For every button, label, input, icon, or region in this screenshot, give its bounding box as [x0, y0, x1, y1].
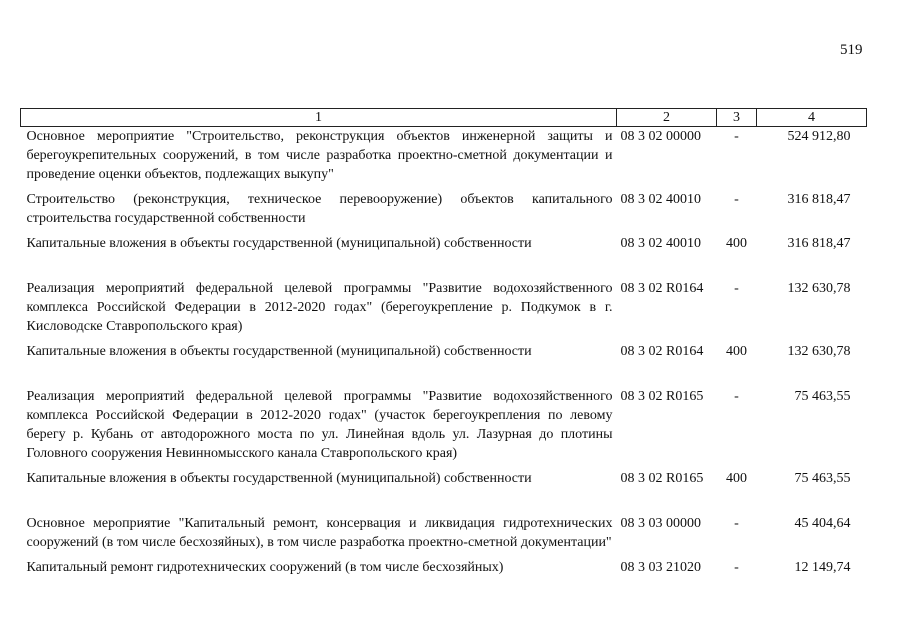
row-description: Строительство (реконструкция, техническое перевооружение) объектов капитального строительства государственной собственности [26, 192, 613, 226]
table-header-row [21, 109, 867, 127]
row-code: 08 3 02 R0164 [620, 344, 704, 359]
table-row [21, 514, 867, 558]
row-code: 08 3 02 R0165 [620, 471, 704, 486]
row-code: 08 3 03 21020 [620, 560, 701, 575]
row-description: Основное мероприятие "Строительство, реконструкция объектов инженерной защиты и берегоукрепительных сооружений, в том числе разработка проектно-сметной документации и проведение оценки объектов, подлежащих выкупу" [26, 129, 613, 182]
row-amount: 316 818,47 [787, 192, 851, 207]
table-row [21, 387, 867, 469]
row-amount: 132 630,78 [787, 281, 851, 296]
table-row [21, 234, 867, 279]
budget-table [20, 108, 867, 583]
row-description: Реализация мероприятий федеральной целевой программы "Развитие водохозяйственного комплекса Российской Федерации в 2012-2020 годах" (участок берегоукрепления по левому берегу р. Кубань от автодорожного моста по ул. Линейная вдоль ул. Лазурная до плотины Головного сооружения Невинномысского канала Ставропольского края) [26, 389, 613, 461]
row-type: - [734, 560, 739, 575]
table-row [21, 190, 867, 234]
row-type: 400 [726, 471, 747, 486]
row-code: 08 3 03 00000 [620, 516, 701, 531]
row-description: Основное мероприятие "Капитальный ремонт, консервация и ликвидация гидротехнических сооружений (в том числе бесхозяйных), в том числе разработка проектно-сметной документации" [26, 516, 613, 550]
table-row [21, 469, 867, 514]
row-description: Капитальные вложения в объекты государственной (муниципальной) собственности [26, 344, 532, 359]
row-description: Капитальные вложения в объекты государственной (муниципальной) собственности [26, 236, 532, 251]
row-amount: 524 912,80 [787, 129, 851, 144]
table-row [21, 558, 867, 583]
row-type: - [734, 389, 739, 404]
row-amount: 45 404,64 [794, 516, 851, 531]
table-row [21, 279, 867, 342]
row-amount: 75 463,55 [794, 471, 851, 486]
row-amount: 316 818,47 [787, 236, 851, 251]
row-description: Капитальные вложения в объекты государственной (муниципальной) собственности [26, 471, 532, 486]
row-code: 08 3 02 R0164 [620, 281, 704, 296]
row-amount: 75 463,55 [794, 389, 851, 404]
row-type: - [734, 192, 739, 207]
row-description: Реализация мероприятий федеральной целевой программы "Развитие водохозяйственного комплекса Российской Федерации в 2012-2020 годах" (берегоукрепление р. Подкумок в г. Кисловодске Ставропольского края) [26, 281, 613, 334]
row-code: 08 3 02 40010 [620, 236, 701, 251]
row-code: 08 3 02 00000 [620, 129, 701, 144]
row-type: - [734, 281, 739, 296]
table-row [21, 342, 867, 387]
row-code: 08 3 02 R0165 [620, 389, 704, 404]
page-number: 519 [840, 42, 863, 58]
column-header-1: 1 [21, 109, 617, 127]
row-type: - [734, 129, 739, 144]
row-description: Капитальный ремонт гидротехнических сооружений (в том числе бесхозяйных) [26, 560, 504, 575]
row-amount: 12 149,74 [794, 560, 851, 575]
column-header-3: 3 [717, 109, 757, 127]
row-type: - [734, 516, 739, 531]
row-type: 400 [726, 344, 747, 359]
column-header-2: 2 [617, 109, 717, 127]
row-code: 08 3 02 40010 [620, 192, 701, 207]
row-type: 400 [726, 236, 747, 251]
row-amount: 132 630,78 [787, 344, 851, 359]
table-row [21, 127, 867, 191]
column-header-4: 4 [757, 109, 867, 127]
